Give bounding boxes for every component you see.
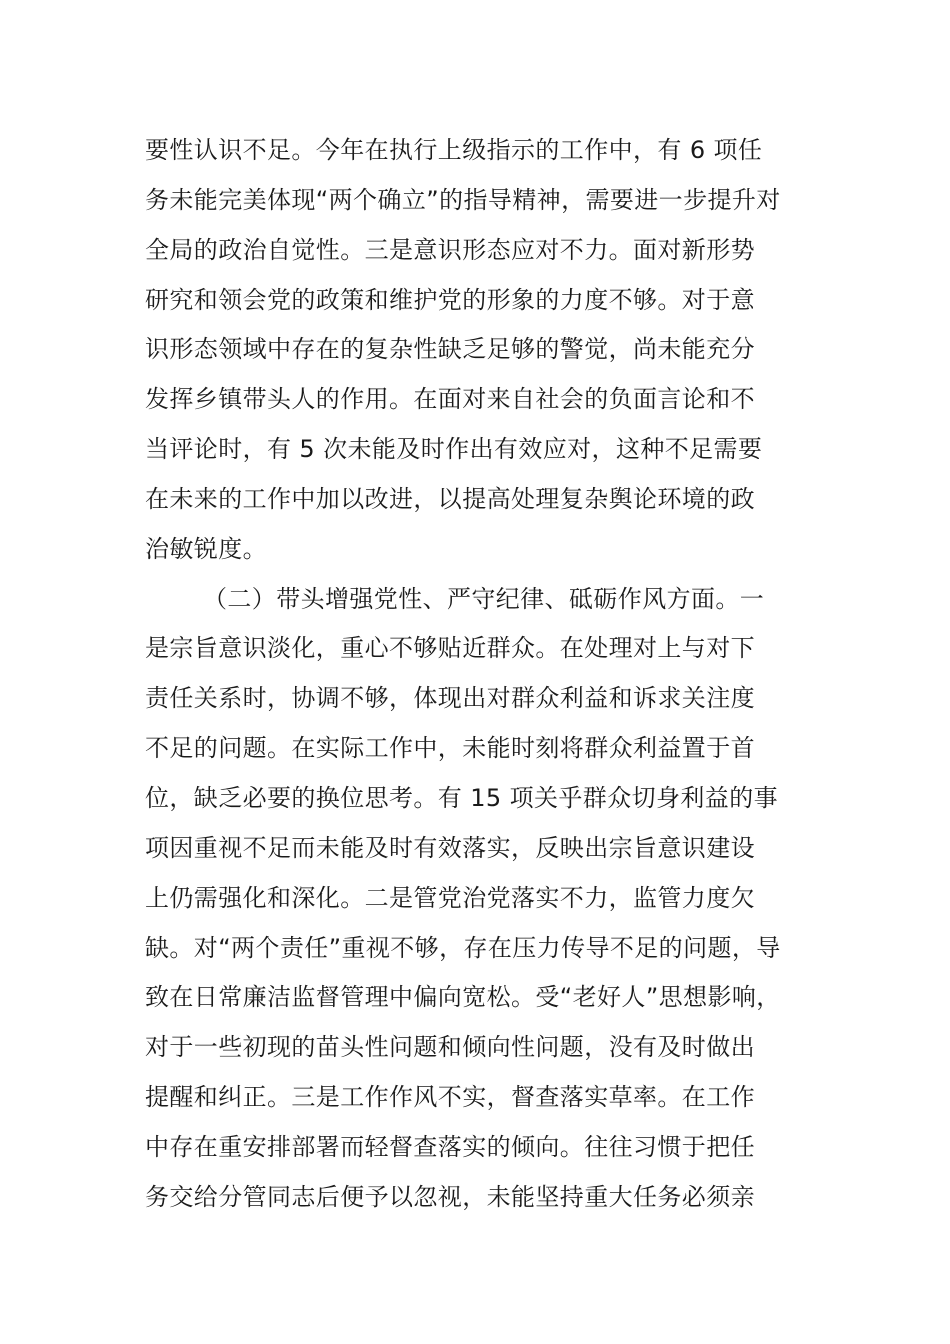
text-line: 治敏锐度。: [145, 534, 267, 563]
text-line: 致在日常廉洁监督管理中偏向宽松。受“老好人”思想影响，: [145, 983, 781, 1012]
text-line: 要性认识不足。今年在执行上级指示的工作中，有 6 项任: [145, 136, 763, 164]
body-text: [145, 126, 825, 1223]
text-line: 当评论时，有 5 次未能及时作出有效应对，这种不足需要: [145, 435, 763, 464]
text-line: 提醒和纠正。三是工作作风不实，督查落实草率。在工作: [145, 1083, 755, 1112]
text-line: 对于一些初现的苗头性问题和倾向性问题，没有及时做出: [145, 1033, 755, 1062]
text-line: 中存在重安排部署而轻督查落实的倾向。往往习惯于把任: [145, 1132, 755, 1161]
text-line: 务未能完美体现“两个确立”的指导精神，需要进一步提升对: [145, 185, 781, 214]
text-line: 不足的问题。在实际工作中，未能时刻将群众利益置于首: [145, 734, 755, 763]
text-line: 研究和领会党的政策和维护党的形象的力度不够。对于意: [145, 285, 755, 314]
text-line: 是宗旨意识淡化，重心不够贴近群众。在处理对上与对下: [145, 634, 755, 663]
text-line: 上仍需强化和深化。二是管党治党落实不力，监管力度欠: [145, 883, 755, 912]
text-line: 位，缺乏必要的换位思考。有 15 项关乎群众切身利益的事: [145, 783, 778, 812]
text-line: 责任关系时，协调不够，体现出对群众利益和诉求关注度: [145, 684, 755, 713]
text-line: 在未来的工作中加以改进，以提高处理复杂舆论环境的政: [145, 484, 755, 513]
text-line: 缺。对“两个责任”重视不够，存在压力传导不足的问题，导: [145, 933, 781, 962]
text-line: 识形态领域中存在的复杂性缺乏足够的警觉，尚未能充分: [145, 335, 755, 364]
text-line: 全局的政治自觉性。三是意识形态应对不力。面对新形势: [145, 235, 755, 264]
text-line: 发挥乡镇带头人的作用。在面对来自社会的负面言论和不: [145, 385, 755, 414]
text-line: 务交给分管同志后便予以忽视，未能坚持重大任务必须亲: [145, 1182, 755, 1211]
section-heading-line: （二）带头增强党性、严守纪律、砥砺作风方面。一: [203, 584, 765, 613]
text-line: 项因重视不足而未能及时有效落实，反映出宗旨意识建设: [145, 833, 755, 862]
